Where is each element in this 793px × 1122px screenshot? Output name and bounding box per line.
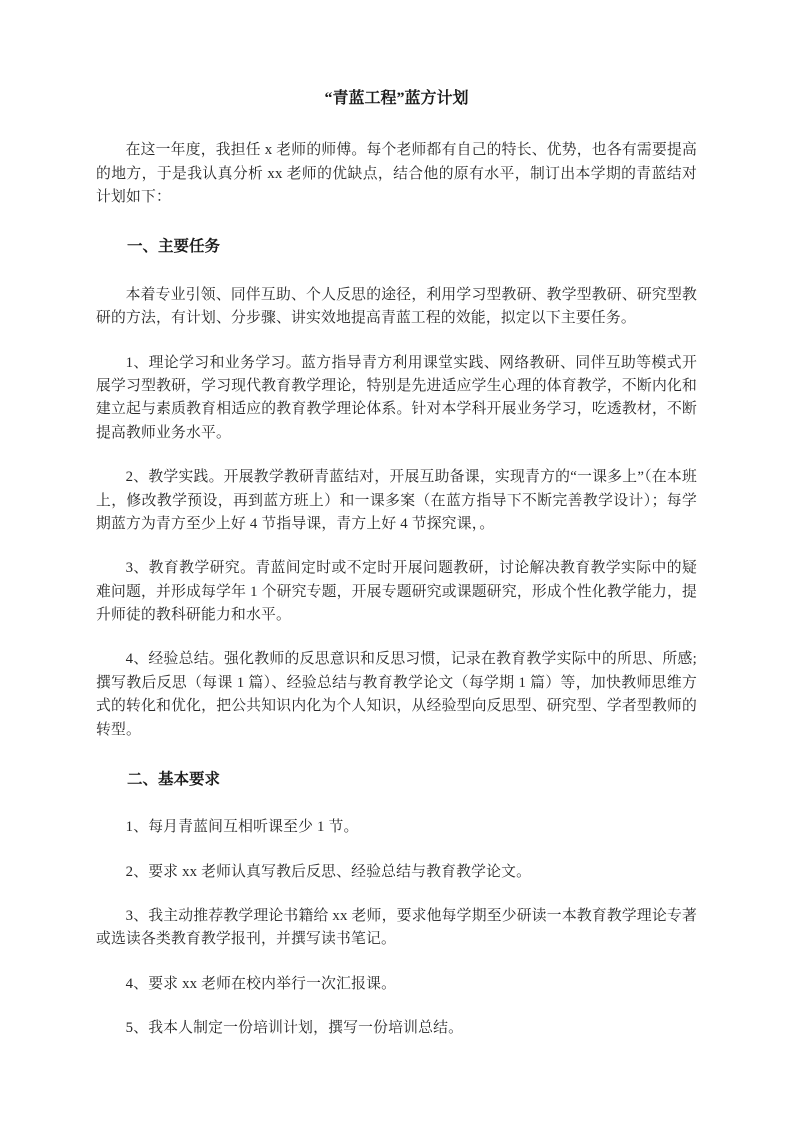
intro-paragraph: 在这一年度，我担任 x 老师的师傅。每个老师都有自己的特长、优势，也各有需要提高的地方，于是我认真分析 xx 老师的优缺点，结合他的原有水平，制订出本学期的青蓝结对计划如下： bbox=[96, 142, 697, 206]
paragraph-task-4: 4、经验总结。强化教师的反思意识和反思习惯，记录在教育教学实际中的所思、所感;撰写教后反思（每课 1 篇）、经验总结与教育教学论文（每学期 1 篇）等，加快教师思维方式的转化和优化，把公共知识内化为个人知识，从经验型向反思型、研究型、学者型教师的转型。 bbox=[96, 651, 697, 738]
paragraph-task-1: 1、理论学习和业务学习。蓝方指导青方利用课堂实践、网络教研、同伴互助等模式开展学习型教研，学习现代教育教学理论，特别是先进适应学生心理的体育教学，不断内化和建立起与素质教育相适应的教育教学理论体系。针对本学科开展业务学习，吃透教材，不断提高教师业务水平。 bbox=[96, 354, 697, 441]
section-heading-main-tasks: 一、主要任务 bbox=[127, 238, 221, 256]
document-title: “青蓝工程”蓝方计划 bbox=[324, 90, 469, 107]
paragraph-requirement-2: 2、要求 xx 老师认真写教后反思、经验总结与教育教学论文。 bbox=[125, 863, 532, 880]
paragraph-requirement-4: 4、要求 xx 老师在校内举行一次汇报课。 bbox=[125, 975, 397, 992]
paragraph-requirement-5: 5、我本人制定一份培训计划，撰写一份培训总结。 bbox=[125, 1020, 464, 1037]
paragraph-requirement-1: 1、每月青蓝间互相听课至少 1 节。 bbox=[125, 819, 359, 836]
paragraph-tasks-overview: 本着专业引领、同伴互助、个人反思的途径，利用学习型教研、教学型教研、研究型教研的方法，有计划、分步骤、讲实效地提高青蓝工程的效能，拟定以下主要任务。 bbox=[96, 286, 697, 327]
paragraph-requirement-3: 3、我主动推荐教学理论书籍给 xx 老师，要求他每学期至少研读一本教育教学理论专著或选读各类教育教学报刊，并撰写读书笔记。 bbox=[96, 908, 697, 948]
section-heading-basic-requirements: 二、基本要求 bbox=[127, 770, 221, 788]
paragraph-task-3: 3、教育教学研究。青蓝间定时或不定时开展问题教研，讨论解决教育教学实际中的疑难问题，并形成每学年 1 个研究专题，开展专题研究或课题研究，形成个性化教学能力，提升师徒的教科研能力和水平。 bbox=[96, 560, 697, 623]
paragraph-task-2: 2、教学实践。开展教学教研青蓝结对，开展互助备课，实现青方的“一课多上”（在本班上，修改教学预设，再到蓝方班上）和一课多案（在蓝方指导下不断完善教学设计）；每学期蓝方为青方至少上好 4 节指导课，青方上好 4 节探究课，。 bbox=[96, 469, 697, 532]
